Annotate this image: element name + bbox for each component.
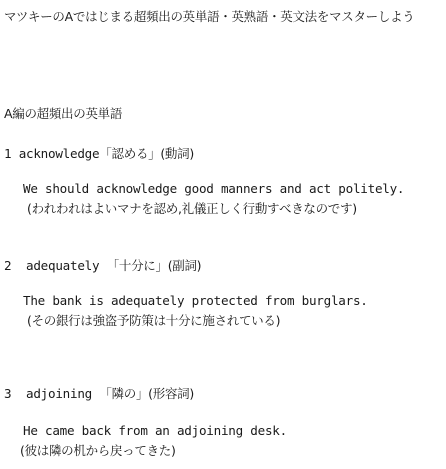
entry-number: 2 [4, 258, 12, 273]
entry-number: 3 [4, 386, 12, 401]
example-sentence-en: The bank is adequately protected from burglars. [23, 293, 368, 308]
example-sentence-en: We should acknowledge good manners and act politely. [23, 181, 405, 196]
page-title: マツキーのAではじまる超頻出の英単語・英熟語・英文法をマスターしよう [4, 9, 415, 24]
entry-word: acknowledge [18, 146, 100, 161]
entry-heading [4, 384, 194, 404]
entry-meaning: 「隣の」 [99, 386, 149, 401]
entry-word: adjoining [26, 386, 93, 401]
example-sentence-ja: (彼は隣の机から戻ってきた) [20, 443, 176, 458]
example-sentence-en: He came back from an adjoining desk. [23, 423, 287, 438]
entry-part-of-speech: (動詞) [160, 146, 194, 161]
entry-part-of-speech: (副詞) [167, 258, 202, 273]
example-sentence-ja: (その銀行は強盗予防策は十分に施されている) [27, 313, 281, 328]
entry-number: 1 [4, 146, 12, 161]
section-heading: A編の超頻出の英単語 [4, 106, 123, 121]
entry-part-of-speech: (形容詞) [148, 386, 194, 401]
example-sentence-ja: (われわれはよいマナを認め,礼儀正しく行動すべきなのです) [27, 201, 357, 216]
entry-word: adequately [26, 258, 100, 273]
entry-heading [4, 144, 194, 164]
entry-meaning: 「十分に」 [106, 258, 168, 273]
entry-meaning: 「認める」 [99, 146, 161, 161]
entry-heading [4, 256, 201, 276]
